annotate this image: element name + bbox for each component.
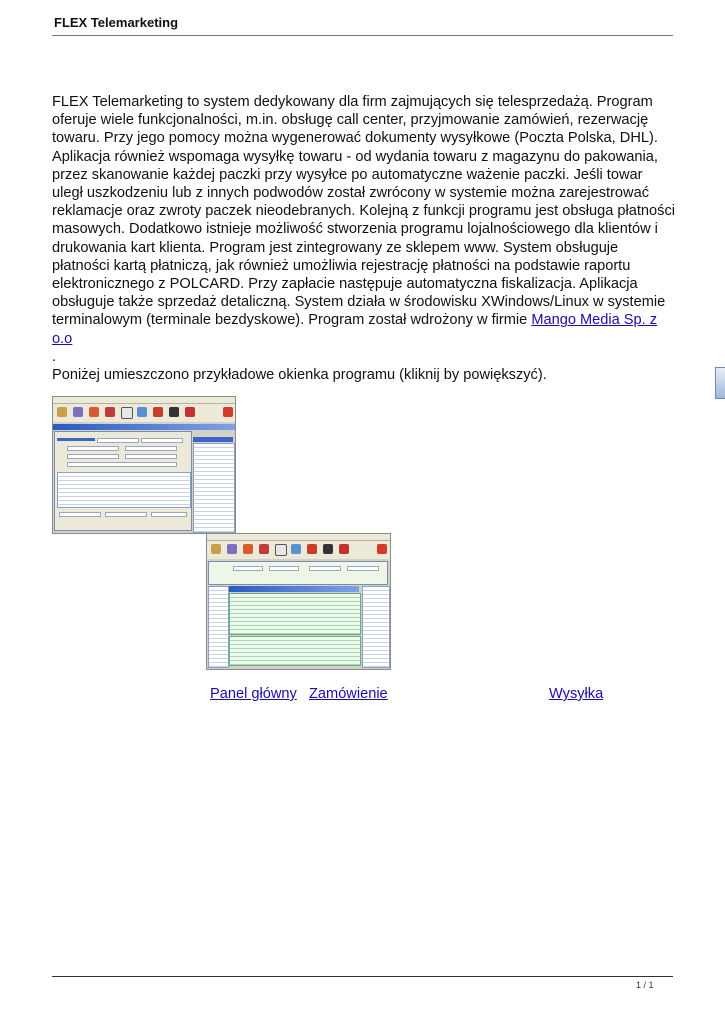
description-paragraph [52,93,677,348]
toolbar-icon [105,407,115,417]
form-pane [54,431,192,531]
toolbar-icon [89,407,99,417]
header-divider [52,35,673,36]
footer-divider [52,976,673,977]
side-list [193,443,235,533]
order-summary-grid [229,636,361,666]
side-list-header [193,437,233,442]
side-list [362,586,390,668]
page-number: 1 / 1 [636,980,654,990]
window-titlebar [53,424,235,430]
edge-image-fragment [715,367,725,399]
toolbar-icon [377,544,387,554]
toolbar-icon [223,407,233,417]
panel-link[interactable]: Panel główny [210,686,297,702]
dot-line: . [52,348,57,365]
toolbar-icon [137,407,147,417]
toolbar-icon [323,544,333,554]
order-items-grid [229,593,361,635]
form-field [309,566,341,571]
toolbar-icon [339,544,349,554]
form-field [347,566,379,571]
window-menubar [207,534,390,541]
mango-media-link[interactable]: Mango Media Sp. z o.o [52,312,658,347]
toolbar-icon [243,544,253,554]
form-field [105,512,147,517]
toolbar-icon [291,544,301,554]
order-header-pane [208,561,388,585]
description-text: FLEX Telemarketing to system dedykowany dla firm zajmujących się telesprzedażą. Program oferuje wiele funkcjonalności, m.in. obsługę call center, przyjmowanie zamówień, rezerwację towaru. Przy jego pomocy można wygenerować dokumenty wysyłkowe (Poczta Polska, DHL). Aplikacja również wspomaga wysyłkę towaru - od wydania towaru z magazynu do pakowania, przez skanowanie każdej paczki przy wysyłce po automatyczne ważenie paczki. Jeśli towar uległ uszkodzeniu lub z innych podwodów został zwrócony w systemie można zarejestrować reklamacje oraz zwroty paczek nieodebranych. Kolejną z funkcji programu jest obsługa płatności masowych. Dodatkowo istnieje możliwość stworzenia programu lojalnościowego dla klientów i drukowania kart klienta. Program jest zintegrowany ze sklepem www. System obsługuje płatności kartą płatniczą, jak również umożliwia rejestrację płatności na podstawie raportu elektronicznego z POLCARD. Przy zapłacie następuje automatyczna fiskalizacja. Aplikacja obsługuje także sprzedaż detaliczną. System działa w środowisku XWindows/Linux w systemie terminalowym (terminale bezdyskowe). Program został wdrożony w firmie [52,94,675,329]
side-list [208,586,229,668]
form-field [125,446,177,451]
window-menubar [53,397,235,404]
selected-field [57,438,95,441]
form-field [125,454,177,459]
toolbar-icon [57,407,67,417]
form-field [97,438,139,443]
screenshots-intro: Poniżej umieszczono przykładowe okienka programu (kliknij by powiększyć). [52,367,547,384]
toolbar-icon [259,544,269,554]
window-titlebar [229,586,359,592]
toolbar-icon [153,407,163,417]
form-field [233,566,263,571]
form-field [67,462,177,467]
form-field [151,512,187,517]
toolbar-icon [169,407,179,417]
toolbar-icon [307,544,317,554]
order-link[interactable]: Zamówienie [309,686,388,702]
shipping-link[interactable]: Wysyłka [549,686,604,702]
form-field [141,438,183,443]
toolbar-icon [185,407,195,417]
order-screenshot-thumbnail[interactable] [206,533,391,670]
form-field [67,454,119,459]
toolbar-icon [211,544,221,554]
window-toolbar [53,404,235,422]
toolbar-icon [73,407,83,417]
toolbar-icon [275,544,287,556]
form-field [269,566,299,571]
toolbar-icon [227,544,237,554]
article-body [52,93,677,384]
form-field [67,446,119,451]
page-title: FLEX Telemarketing [54,15,179,30]
panel-screenshot-thumbnail[interactable] [52,396,236,534]
form-field [59,512,101,517]
toolbar-icon [121,407,133,419]
orders-grid [57,472,191,508]
window-toolbar [207,541,390,559]
